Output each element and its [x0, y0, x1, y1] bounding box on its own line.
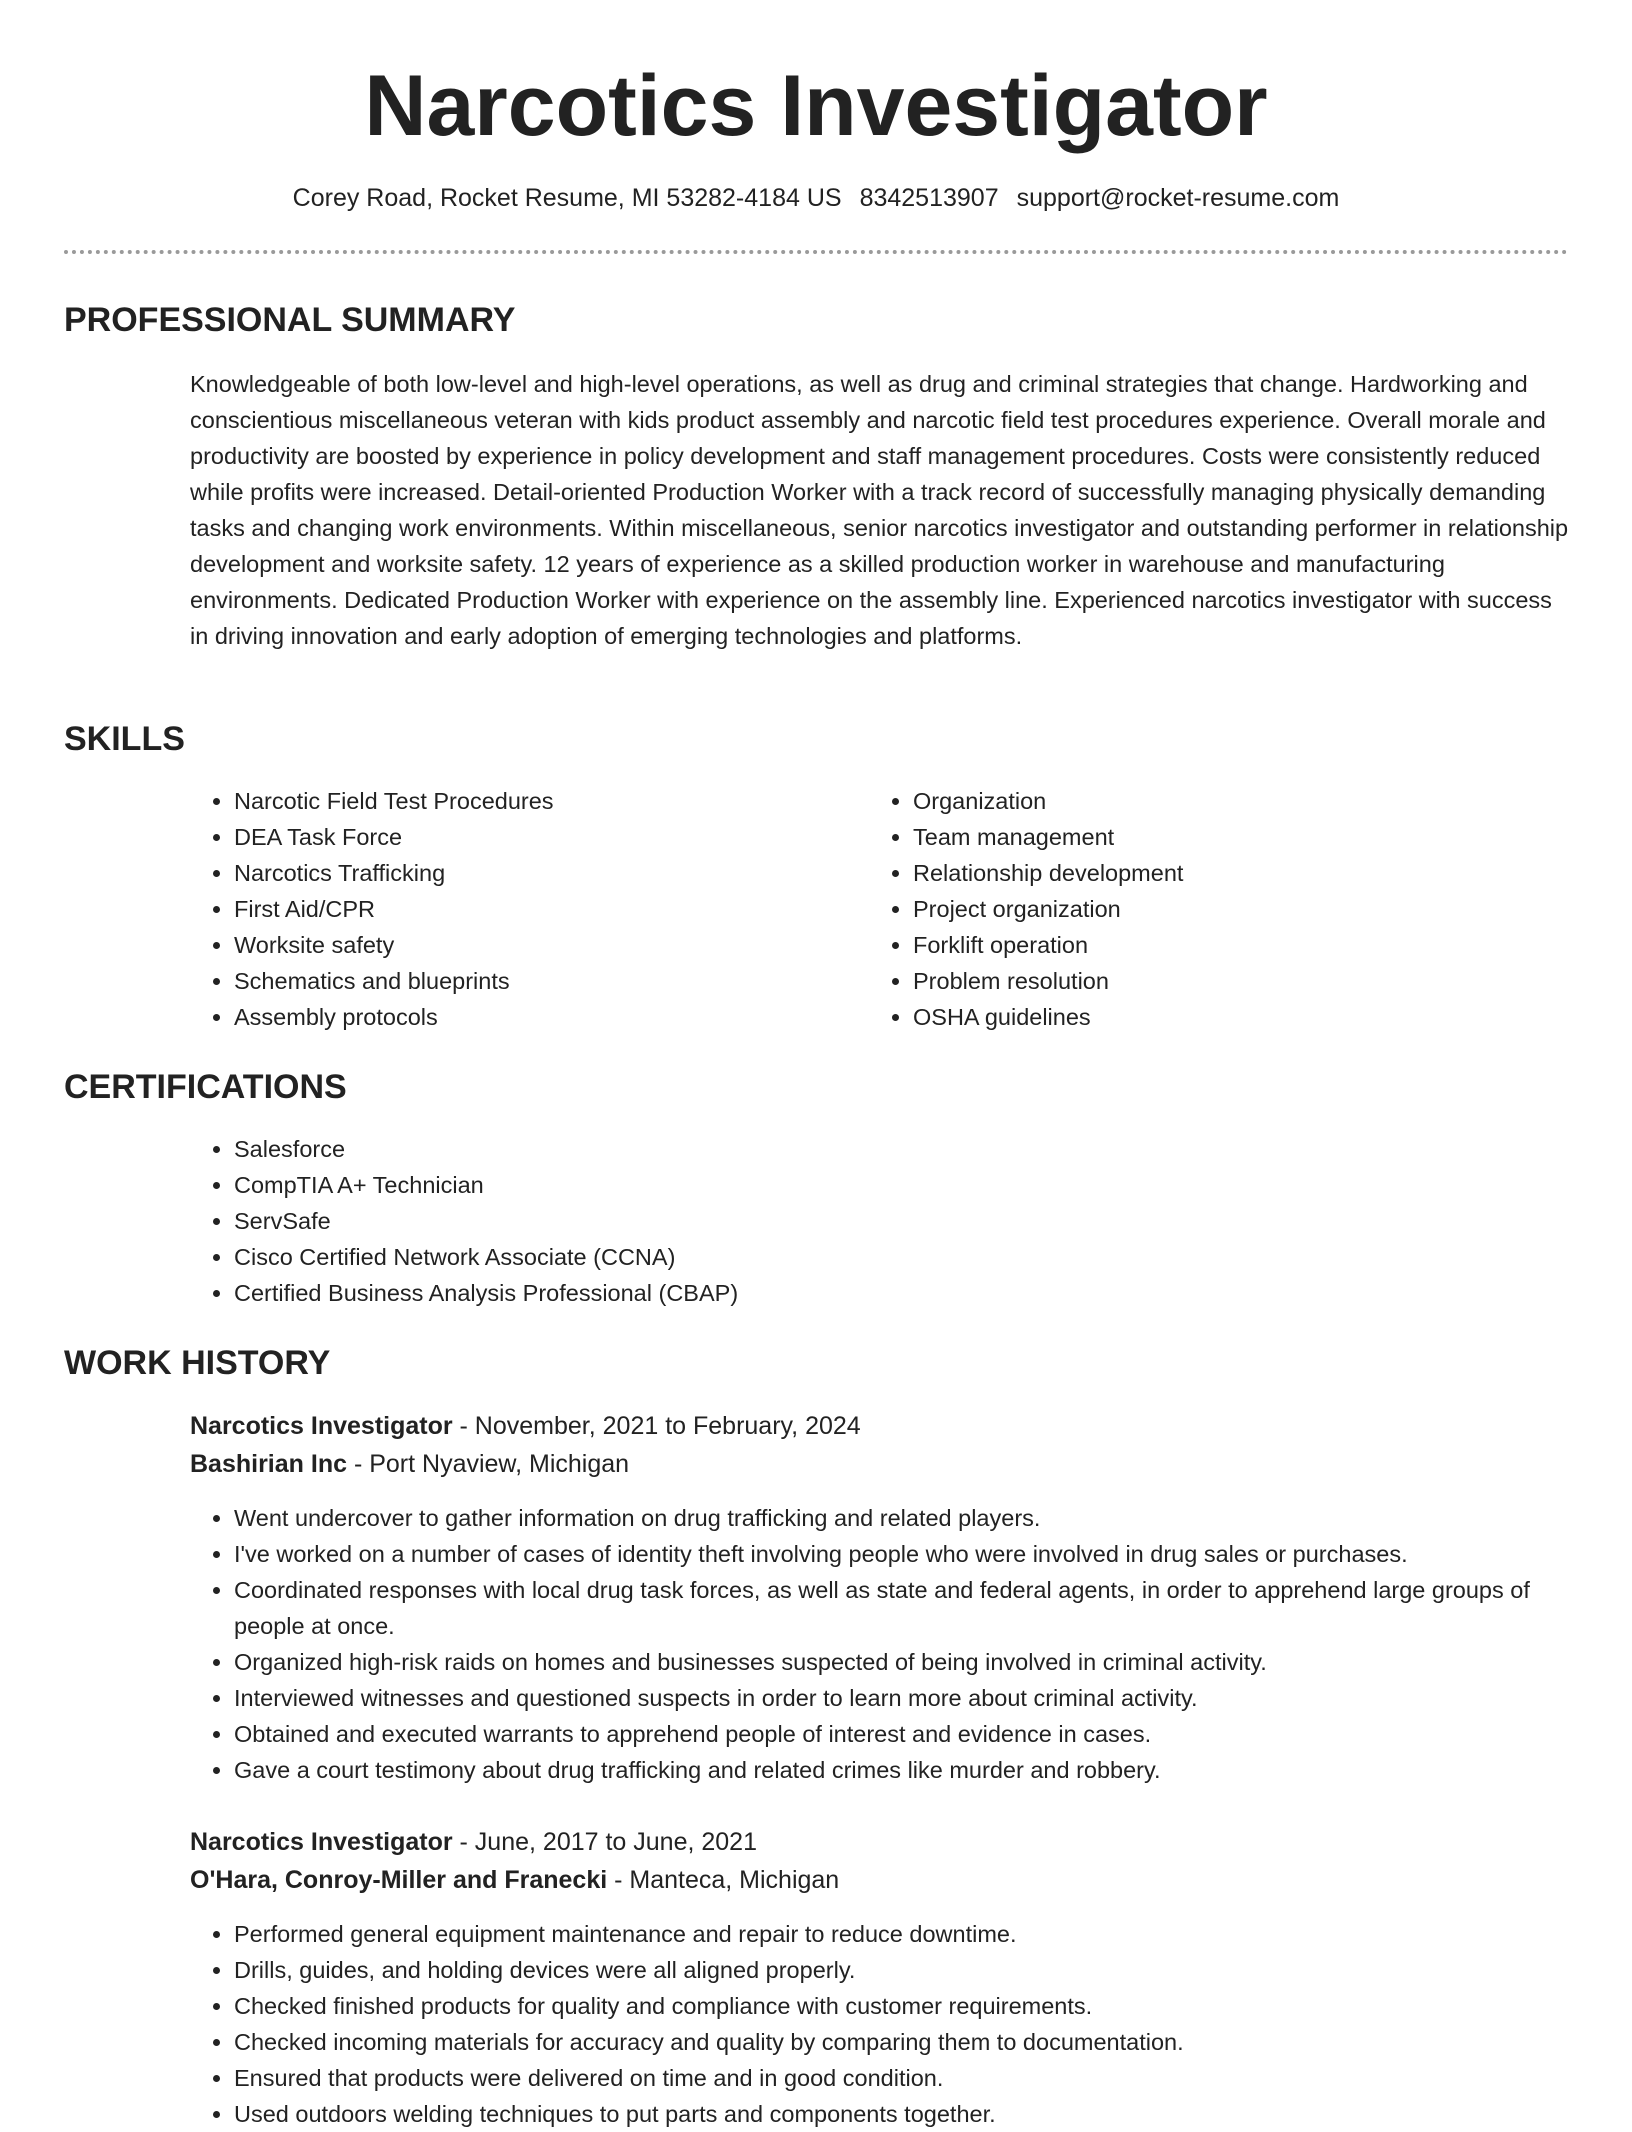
skill-item: • First Aid/CPR	[234, 891, 854, 927]
skills-list-right	[869, 783, 1573, 1035]
job-role: Narcotics Investigator	[190, 1828, 453, 1856]
job-duties-list	[190, 1916, 1544, 2132]
skill-item: • Project organization	[913, 891, 1573, 927]
skill-item: • Organization	[913, 783, 1573, 819]
skill-item: • Worksite safety	[234, 927, 854, 963]
certification-item: • Cisco Certified Network Associate (CCNA)	[234, 1239, 1534, 1275]
job-location: - Port Nyaview, Michigan	[347, 1450, 630, 1478]
job-duty-item: • Gave a court testimony about drug trafficking and related crimes like murder and robbery.	[234, 1752, 1544, 1788]
job-duty-item: • Checked finished products for quality and compliance with customer requirements.	[234, 1988, 1544, 2024]
job-company-line	[190, 1445, 629, 1483]
summary-section-title: PROFESSIONAL SUMMARY	[64, 301, 516, 339]
contact-phone: 8342513907	[859, 184, 999, 212]
job-company-line	[190, 1861, 839, 1899]
certifications-list	[190, 1131, 1534, 1311]
job-location: - Manteca, Michigan	[607, 1866, 840, 1894]
skill-item: • Assembly protocols	[234, 999, 854, 1035]
skill-item: • Problem resolution	[913, 963, 1573, 999]
skill-item: • Team management	[913, 819, 1573, 855]
job-duty-item: • Went undercover to gather information on drug trafficking and related players.	[234, 1500, 1544, 1536]
skill-item: • OSHA guidelines	[913, 999, 1573, 1035]
job-duty-item: • Interviewed witnesses and questioned suspects in order to learn more about criminal activity.	[234, 1680, 1544, 1716]
job-duty-item: • Ensured that products were delivered on time and in good condition.	[234, 2060, 1544, 2096]
contact-email: support@rocket-resume.com	[1016, 184, 1340, 212]
summary-text: Knowledgeable of both low-level and high-level operations, as well as drug and criminal strategies that change. Hardworking and conscientious miscellaneous veteran with kids product assembly and narcotic field test procedures experience. Overall morale and productivity are boosted by experience in policy development and staff management procedures. Costs were consistently reduced while profits were increased. Detail-oriented Production Worker with a track record of successfully managing physically demanding tasks and changing work environments. Within miscellaneous, senior narcotics investigator and outstanding performer in relationship development and worksite safety. 12 years of experience as a skilled production worker in warehouse and manufacturing environments. Dedicated Production Worker with experience on the assembly line. Experienced narcotics investigator with success in driving innovation and early adoption of emerging technologies and platforms.	[190, 371, 1569, 649]
contact-address: Corey Road, Rocket Resume, MI 53282-4184 US	[292, 184, 842, 212]
job-duty-item: • Performed general equipment maintenance and repair to reduce downtime.	[234, 1916, 1544, 1952]
skill-item: • DEA Task Force	[234, 819, 854, 855]
job-dates: - November, 2021 to February, 2024	[452, 1412, 861, 1440]
skill-item: • Relationship development	[913, 855, 1573, 891]
skills-list-left	[190, 783, 854, 1035]
job-duty-item: • Coordinated responses with local drug task forces, as well as state and federal agents, in order to apprehend large groups of people at once.	[234, 1572, 1544, 1644]
job-title-line	[190, 1407, 861, 1445]
header-divider	[64, 250, 1568, 254]
job-dates: - June, 2017 to June, 2021	[452, 1828, 757, 1856]
job-role: Narcotics Investigator	[190, 1412, 453, 1440]
certification-item: • ServSafe	[234, 1203, 1534, 1239]
certifications-section-title: CERTIFICATIONS	[64, 1068, 347, 1106]
job-duty-item: • Obtained and executed warrants to apprehend people of interest and evidence in cases.	[234, 1716, 1544, 1752]
job-duty-item: • Drills, guides, and holding devices were all aligned properly.	[234, 1952, 1544, 1988]
job-duty-item: • Organized high-risk raids on homes and businesses suspected of being involved in criminal activity.	[234, 1644, 1544, 1680]
skill-item: • Forklift operation	[913, 927, 1573, 963]
job-duties-list	[190, 1500, 1544, 1788]
skills-section-title: SKILLS	[64, 720, 185, 758]
job-company: O'Hara, Conroy-Miller and Franecki	[190, 1866, 608, 1894]
job-title-line	[190, 1823, 757, 1861]
certification-item: • Certified Business Analysis Professional (CBAP)	[234, 1275, 1534, 1311]
certification-item: • CompTIA A+ Technician	[234, 1167, 1534, 1203]
certification-item: • Salesforce	[234, 1131, 1534, 1167]
contact-line	[0, 180, 1632, 216]
job-duty-item: • Checked incoming materials for accuracy and quality by comparing them to documentation.	[234, 2024, 1544, 2060]
skill-item: • Schematics and blueprints	[234, 963, 854, 999]
work-history-section-title: WORK HISTORY	[64, 1344, 331, 1382]
job-duty-item: • I've worked on a number of cases of identity theft involving people who were involved in drug sales or purchases.	[234, 1536, 1544, 1572]
skill-item: • Narcotic Field Test Procedures	[234, 783, 854, 819]
skill-item: • Narcotics Trafficking	[234, 855, 854, 891]
resume-name-heading: Narcotics Investigator	[364, 58, 1268, 154]
job-company: Bashirian Inc	[190, 1450, 347, 1478]
job-duty-item: • Used outdoors welding techniques to put parts and components together.	[234, 2096, 1544, 2132]
